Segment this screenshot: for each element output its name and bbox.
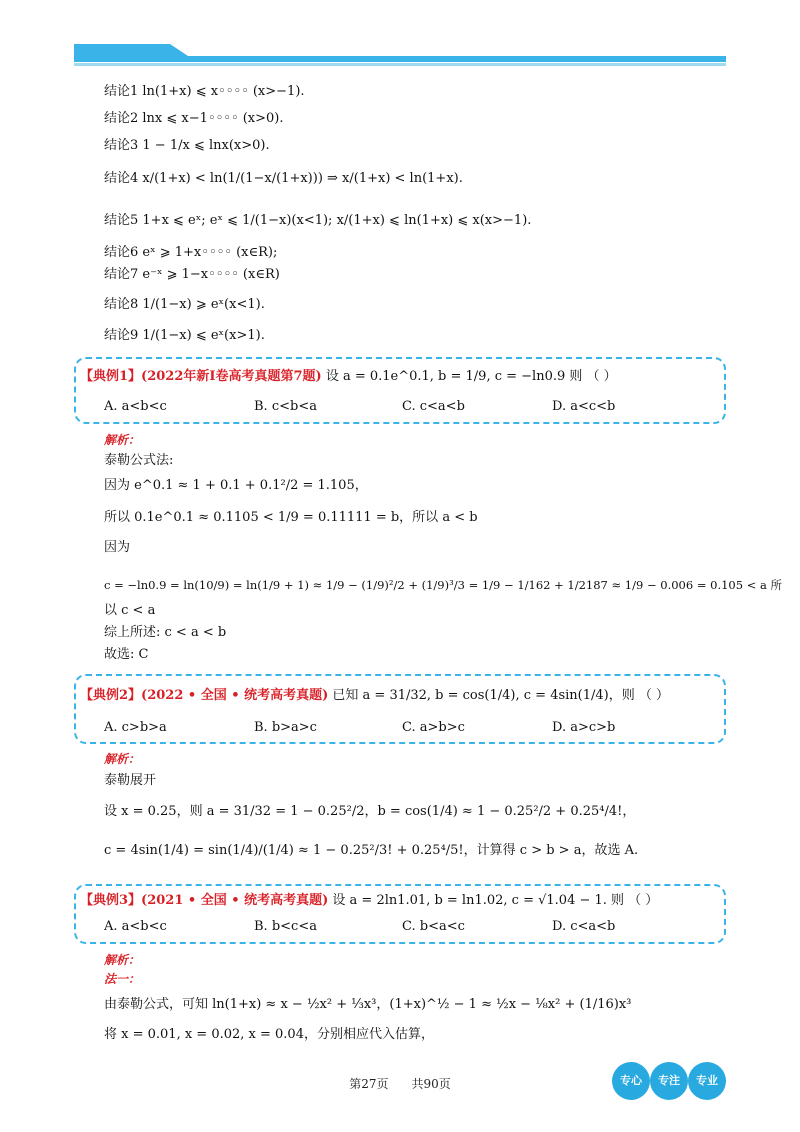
- example-1-tag: 【典例1】: [80, 369, 142, 384]
- example-2-option-d: D. a>c>b: [552, 720, 616, 735]
- badge-zhuanye: 专业: [688, 1062, 726, 1100]
- example-2-sol-3: c = 4sin(1/4) = sin(1/4)/(1/4) ≈ 1 − 0.25²/3! + 0.25⁴/5!，计算得 c > b > a，故选 A.: [104, 843, 639, 858]
- example-1-sol-1: 泰勒公式法:: [104, 453, 174, 468]
- example-1-sol-4: 因为: [104, 540, 131, 555]
- example-1-option-b: B. c<b<a: [254, 399, 317, 414]
- conclusion-3: 结论3 1 − 1/x ⩽ lnx(x>0).: [104, 138, 270, 153]
- example-3-tag: 【典例3】: [80, 893, 142, 908]
- example-2-sol-1: 泰勒展开: [104, 773, 157, 788]
- example-2-question: 已知 a = 31/32, b = cos(1/4), c = 4sin(1/4)，则 （ ）: [332, 688, 670, 703]
- example-2-box: [74, 674, 726, 744]
- example-2-option-b: B. b>a>c: [254, 720, 317, 735]
- example-1-sol-5: c = −ln0.9 = ln(10/9) = ln(1/9 + 1) ≈ 1/9 − (1/9)²/2 + (1/9)³/3 = 1/9 − 1/162 + 1/2187 ≈ 1/9 − 0.006 = 0.105 < a 所: [104, 578, 783, 592]
- example-2-tag: 【典例2】: [80, 688, 142, 703]
- example-1-option-a: A. a<b<c: [104, 399, 167, 414]
- example-1-option-c: C. c<a<b: [402, 399, 465, 414]
- example-2-jiexi: 解析：: [104, 752, 141, 766]
- conclusion-9: 结论9 1/(1−x) ⩽ eˣ(x>1).: [104, 328, 265, 343]
- example-1-sol-7: 综上所述: c < a < b: [104, 625, 227, 640]
- example-3-option-a: A. a<b<c: [104, 919, 167, 934]
- conclusion-2: 结论2 lnx ⩽ x−1◦◦◦◦ (x>0).: [104, 111, 284, 126]
- example-1-jiexi: 解析：: [104, 433, 141, 447]
- badge-zhuanxin: 专心: [612, 1062, 650, 1100]
- example-1-sol-2: 因为 e^0.1 ≈ 1 + 0.1 + 0.1²/2 = 1.105，: [104, 478, 368, 493]
- conclusion-8: 结论8 1/(1−x) ⩾ eˣ(x<1).: [104, 297, 265, 312]
- page-number: 第27页: [349, 1077, 389, 1091]
- example-2-source: (2022 • 全国 • 统考高考真题): [141, 688, 329, 703]
- conclusion-1: 结论1 ln(1+x) ⩽ x◦◦◦◦ (x>−1).: [104, 84, 305, 99]
- conclusion-5: 结论5 1+x ⩽ eˣ; eˣ ⩽ 1/(1−x)(x<1); x/(1+x) ⩽ ln(1+x) ⩽ x(x>−1).: [104, 213, 532, 228]
- example-3-method: 法一：: [104, 972, 141, 986]
- example-1-sol-8: 故选: C: [104, 647, 149, 662]
- example-3-option-c: C. b<a<c: [402, 919, 465, 934]
- example-2-header: [80, 687, 669, 705]
- example-3-option-d: D. c<a<b: [552, 919, 616, 934]
- example-3-question: 设 a = 2ln1.01, b = ln1.02, c = √1.04 − 1. 则 （ ）: [332, 893, 659, 908]
- example-3-sol-1: 由泰勒公式，可知 ln(1+x) ≈ x − ½x² + ⅓x³，(1+x)^½ − 1 ≈ ½x − ⅛x² + (1/16)x³: [104, 997, 632, 1012]
- header-band: [74, 44, 726, 68]
- example-2-option-c: C. a>b>c: [402, 720, 465, 735]
- conclusion-6: 结论6 eˣ ⩾ 1+x◦◦◦◦ (x∈R);: [104, 245, 278, 260]
- example-3-sol-2: 将 x = 0.01, x = 0.02, x = 0.04，分别相应代入估算，: [104, 1027, 434, 1042]
- badge-zhuanzhu: 专注: [650, 1062, 688, 1100]
- example-3-header: [80, 892, 658, 910]
- example-1-sol-6: 以 c < a: [104, 603, 156, 618]
- example-1-source: (2022年新Ⅰ卷高考真题第7题): [141, 369, 322, 384]
- example-1-sol-3: 所以 0.1e^0.1 ≈ 0.1105 < 1/9 = 0.11111 = b，所以 a < b: [104, 510, 478, 525]
- example-2-sol-2: 设 x = 0.25，则 a = 31/32 = 1 − 0.25²/2，b = cos(1/4) ≈ 1 − 0.25²/2 + 0.25⁴/4!，: [104, 804, 636, 819]
- example-3-jiexi: 解析：: [104, 953, 141, 967]
- example-1-question: 设 a = 0.1e^0.1, b = 1/9, c = −ln0.9 则 （ ）: [325, 369, 617, 384]
- example-3-option-b: B. b<c<a: [254, 919, 317, 934]
- page-total: 共90页: [411, 1077, 451, 1091]
- example-3-source: (2021 • 全国 • 统考高考真题): [141, 893, 329, 908]
- example-2-option-a: A. c>b>a: [104, 720, 167, 735]
- conclusion-7: 结论7 e⁻ˣ ⩾ 1−x◦◦◦◦ (x∈R): [104, 267, 280, 282]
- example-1-option-d: D. a<c<b: [552, 399, 616, 414]
- conclusion-4: 结论4 x/(1+x) < ln(1/(1−x/(1+x))) ⇒ x/(1+x) < ln(1+x).: [104, 171, 463, 186]
- example-1-header: [80, 368, 617, 386]
